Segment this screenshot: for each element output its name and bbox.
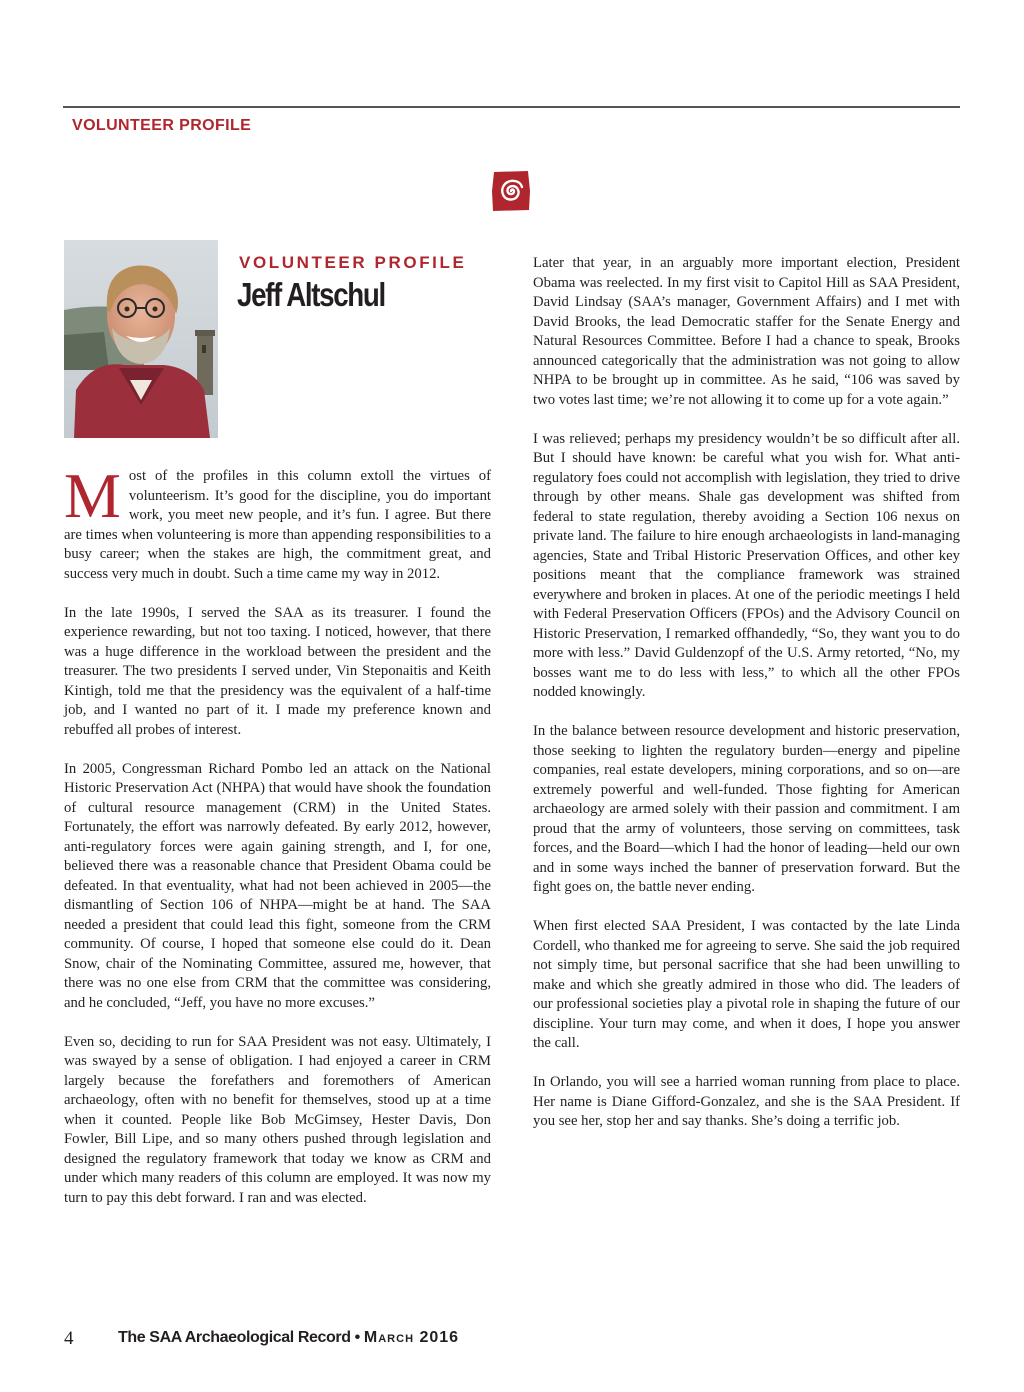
footer-date: March 2016 [363,1329,460,1346]
article-paragraph: Even so, deciding to run for SAA President was not easy. Ultimately, I was swayed by a sense of obligation. I had enjoyed a career in CRM largely because the forefathers and foremothers of American archaeology, often with no benefit for themselves, stood up at a time when it counted. People like Bob McGimsey, Hester Davis, Don Fowler, Bill Lipe, and so many others pushed through legislation and designed the regulatory framework that today we know as CRM and under which many readers of this column are employed. It was now my turn to pay this debt forward. I ran and was elected. [64,1033,491,1206]
article-paragraph: In Orlando, you will see a harried woman running from place to place. Her name is Diane Gifford-Gonzalez, and she is the SAA President. If you see her, stop her and say thanks. She’s doing a terrific job. [533,1074,960,1129]
article-paragraph: In the late 1990s, I served the SAA as its treasurer. I found the experience rewarding, but not too taxing. I noticed, however, that there was a huge difference in the workload between the president and the treasurer. The two presidents I served under, Vin Steponaitis and Keith Kintigh, told me that the presidency was the equivalent of a half-time job, and I wanted no part of it. I made my preference known and rebuffed all probes of interest. [64,604,491,738]
author-name: Jeff Altschul [237,276,385,313]
drop-cap: M [64,460,121,531]
article-paragraph: Most of the profiles in this column extoll the virtues of volunteerism. It’s good for the discipline, you do important work, you meet new people, and it’s fun. I agree. But there are times when volunteering is more than appending responsibilities to a busy career; when the stakes are high, the commitment great, and success very much in doubt. Such a time came my way in 2012. [64,460,491,582]
article-left-column [64,460,491,1208]
article-paragraph: Later that year, in an arguably more important election, President Obama was reelected. In my first visit to Capitol Hill as SAA President, David Lindsay (SAA’s manager, Government Affairs) and I met with David Brooks, the lead Democratic staffer for the Senate Energy and Natural Resources Committee. Before I had a chance to speak, Brooks announced categorically that the administration was not going to allow NHPA to be brought up in committee. As he said, “106 was saved by two votes last time; we’re not allowing it to come up for a vote again.” [533,255,960,408]
spiral-icon [490,169,532,213]
article-paragraph: I was relieved; perhaps my presidency wouldn’t be so difficult after all. But I should have known: be careful what you wish for. What anti-regulatory foes could not accomplish with legislation, they tried to drive through by other means. Shale gas development was shifted from federal to state regulation, thereby avoiding a Section 106 nexus on private land. The failure to hire enough archaeologists in land-managing agencies, State and Tribal Historic Preservation Offices, and other key positions meant that the compliance framework was strained everywhere and broken in places. At one of the periodic meetings I held with Federal Preservation Officers (FPOs) and the Advisory Council on Historic Preservation, I remarked offhandedly, “So, they want you to do more with less.” David Guldenzopf of the U.S. Army retorted, “No, my bosses want me to do less with less,” to which all the other FPOs nodded knowingly. [533,430,960,700]
article-paragraph: In the balance between resource development and historic preservation, those seeking to lighten the regulatory burden—energy and pipeline companies, real estate developers, mining corporations, and so on—are extremely powerful and well-funded. Those fighting for American archaeology are armed solely with their passion and commitment. I am proud that the army of volunteers, those serving on committees, task forces, and the Board—which I had the honor of leading—held our own and in some ways inched the banner of preservation forward. But the fight goes on, the battle never ending. [533,723,960,895]
header-rule [63,106,960,108]
author-photo [64,240,218,438]
section-label: VOLUNTEER PROFILE [72,117,252,134]
profile-kicker: VOLUNTEER PROFILE [239,253,467,272]
footer-publication: The SAA Archaeological Record • March 2016 [118,1329,460,1346]
article-paragraph: When first elected SAA President, I was contacted by the late Linda Cordell, who thanked me for agreeing to serve. She said the job required not simply time, but personal sacrifice that she had been unwilling to make and which she greatly admired in those who did. The leaders of our professional societies play a pivotal role in shaping the future of our discipline. Your turn may come, and when it does, I hope you answer the call. [533,918,960,1051]
page-number: 4 [64,1328,74,1349]
article-paragraph: In 2005, Congressman Richard Pombo led an attack on the National Historic Preservation Act (NHPA) that would have shook the foundation of cultural resource management (CRM) in the United States. Fortunately, the effort was narrowly defeated. By early 2012, however, anti-regulatory forces were again gaining strength, and I, for one, believed there was a reasonable chance that President Obama could be defeated. In that eventuality, what had not been achieved in 2005—the dismantling of Section 106 of NHPA—might be at hand. The SAA needed a president that could lead this fight, someone from the CRM community. Of course, I hoped that someone else could do it. Dean Snow, chair of the Nominating Committee, assured me, however, that there was no one else from CRM that the committee was considering, and he concluded, “Jeff, you have no more excuses.” [64,760,491,1011]
article-right-column [533,254,960,1132]
